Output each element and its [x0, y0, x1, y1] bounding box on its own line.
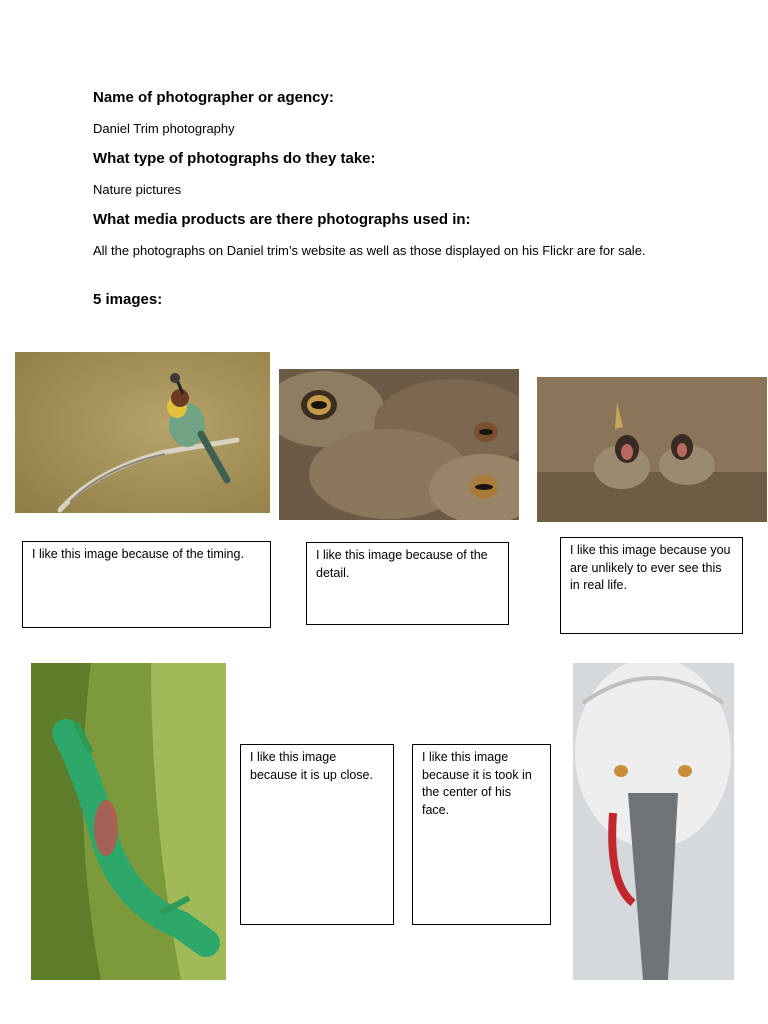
answer-photo-type: Nature pictures	[93, 182, 182, 197]
pelican-photo	[573, 663, 734, 980]
mudskippers-photo	[537, 377, 767, 522]
question-heading-photo-type: What type of photographs do they take:	[93, 150, 376, 167]
question-heading-media-products: What media products are there photographs used in:	[93, 211, 471, 228]
question-heading-photographer: Name of photographer or agency:	[93, 89, 334, 106]
caption-box-3: I like this image because you are unlikely to ever see this in real life.	[560, 537, 743, 634]
answer-photographer: Daniel Trim photography	[93, 121, 235, 136]
toads-photo	[279, 369, 519, 520]
caption-box-5: I like this image because it is took in the center of his face.	[412, 744, 551, 925]
answer-media-products: All the photographs on Daniel trim’s website as well as those displayed on his Flickr are for sale.	[93, 243, 646, 258]
caption-box-1: I like this image because of the timing.	[22, 541, 271, 628]
gecko-photo	[31, 663, 226, 980]
caption-box-2: I like this image because of the detail.	[306, 542, 509, 625]
caption-box-4: I like this image because it is up close.	[240, 744, 394, 925]
bird-photo	[15, 352, 270, 513]
images-heading: 5 images:	[93, 291, 163, 308]
